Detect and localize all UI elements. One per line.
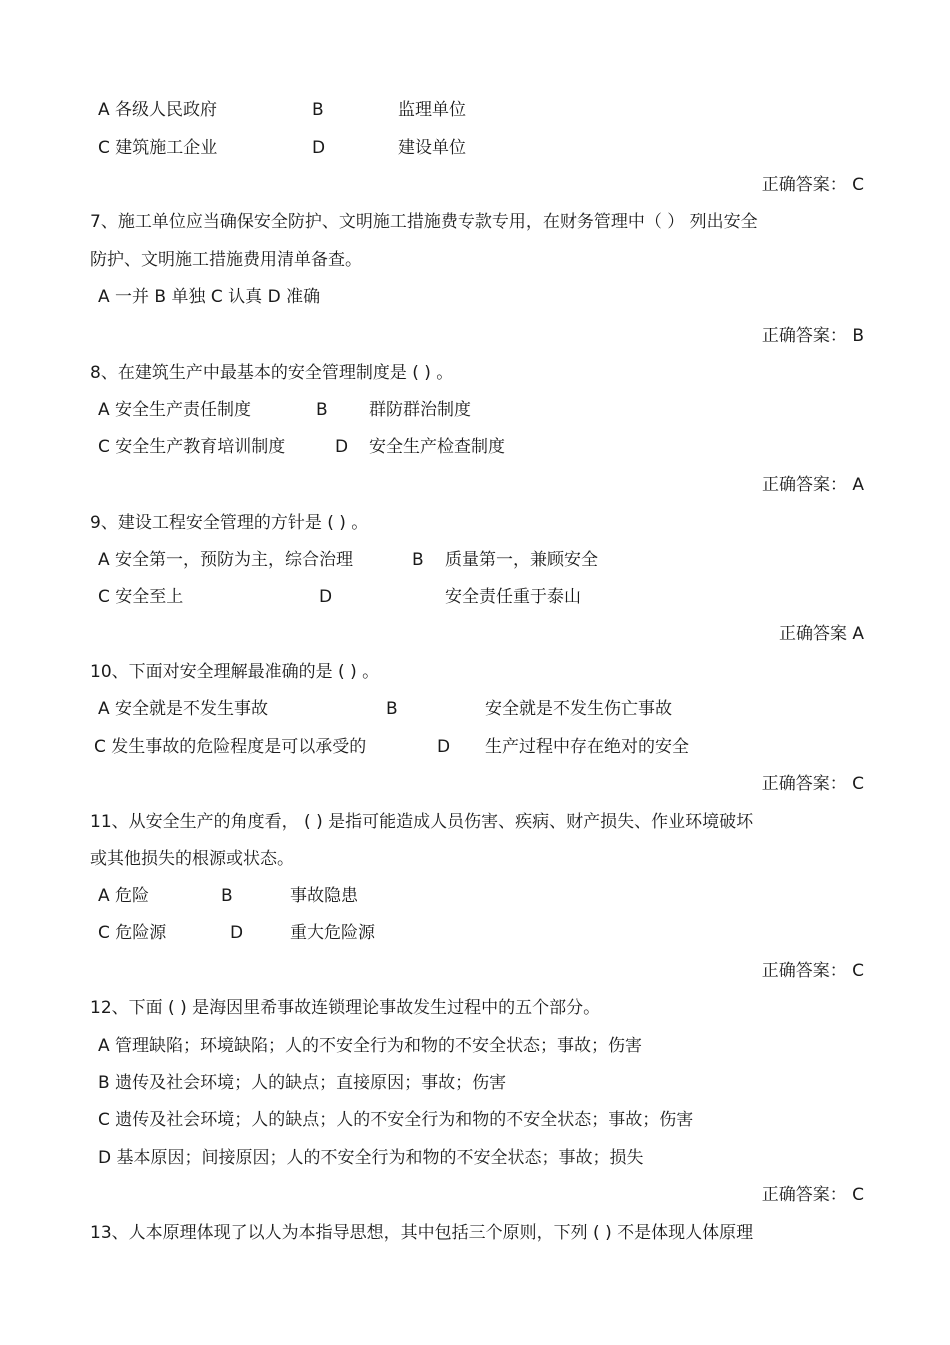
q7-answer: 正确答案： B (761, 326, 864, 346)
q8-option-d-text: 安全生产检查制度 (369, 437, 505, 457)
q9-option-c: C 安全至上 (98, 587, 184, 607)
q9-option-b-letter: B (412, 550, 424, 570)
q9-stem: 9、建设工程安全管理的方针是 ( ) 。 (90, 513, 369, 533)
q11-answer: 正确答案： C (761, 961, 864, 981)
q12-answer: 正确答案： C (761, 1185, 864, 1205)
q10-option-c: C 发生事故的危险程度是可以承受的 (94, 737, 367, 757)
q8-option-b-text: 群防群治制度 (369, 400, 471, 420)
q6-option-c: C 建筑施工企业 (98, 138, 218, 158)
q8-option-a: A 安全生产责任制度 (98, 400, 252, 420)
q10-option-b-letter: B (386, 699, 398, 719)
q6-option-a: A 各级人民政府 (98, 100, 218, 120)
q7-options: A 一并 B 单独 C 认真 D 准确 (98, 287, 321, 307)
q6-option-b-text: 监理单位 (398, 100, 466, 120)
q8-option-b-letter: B (316, 400, 328, 420)
q11-option-b-text: 事故隐患 (290, 886, 358, 906)
q10-option-d-letter: D (437, 737, 451, 757)
q11-option-d-letter: D (230, 923, 244, 943)
q12-option-d: D 基本原因；间接原因；人的不安全行为和物的不安全状态；事故；损失 (98, 1148, 644, 1168)
q9-answer: 正确答案 A (778, 624, 864, 644)
q11-option-d-text: 重大危险源 (290, 923, 375, 943)
q10-option-a: A 安全就是不发生事故 (98, 699, 269, 719)
q8-option-c: C 安全生产教育培训制度 (98, 437, 286, 457)
q10-option-b-text: 安全就是不发生伤亡事故 (485, 699, 672, 719)
q6-answer: 正确答案： C (761, 175, 864, 195)
q12-stem: 12、下面 ( ) 是海因里希事故连锁理论事故发生过程中的五个部分。 (90, 998, 601, 1018)
q11-stem-line2: 或其他损失的根源或状态。 (90, 849, 294, 869)
q8-answer: 正确答案： A (761, 475, 864, 495)
q9-option-d-text: 安全责任重于泰山 (445, 587, 581, 607)
q11-option-a: A 危险 (98, 886, 150, 906)
q9-option-d-letter: D (319, 587, 333, 607)
q10-option-d-text: 生产过程中存在绝对的安全 (485, 737, 689, 757)
q8-option-d-letter: D (335, 437, 349, 457)
q11-option-b-letter: B (221, 886, 233, 906)
q6-option-b-letter: B (312, 100, 324, 120)
q12-option-b: B 遗传及社会环境；人的缺点；直接原因；事故；伤害 (98, 1073, 507, 1093)
q7-stem-line1: 7、施工单位应当确保安全防护、文明施工措施费专款专用，在财务管理中（ ） 列出安全 (90, 212, 758, 232)
q11-stem-line1: 11、从安全生产的角度看， ( ) 是指可能造成人员伤害、疾病、财产损失、作业环境破坏 (90, 812, 754, 832)
q10-stem: 10、下面对安全理解最准确的是 ( ) 。 (90, 662, 380, 682)
q6-option-d-text: 建设单位 (398, 138, 466, 158)
q6-option-d-letter: D (312, 138, 326, 158)
q9-option-b-text: 质量第一，兼顾安全 (445, 550, 598, 570)
q13-stem: 13、人本原理体现了以人为本指导思想，其中包括三个原则，下列 ( ) 不是体现人体原理 (90, 1223, 754, 1243)
q12-option-c: C 遗传及社会环境；人的缺点；人的不安全行为和物的不安全状态；事故；伤害 (98, 1110, 694, 1130)
q9-option-a: A 安全第一，预防为主，综合治理 (98, 550, 354, 570)
q12-option-a: A 管理缺陷；环境缺陷；人的不安全行为和物的不安全状态；事故；伤害 (98, 1036, 643, 1056)
q8-stem: 8、在建筑生产中最基本的安全管理制度是 ( ) 。 (90, 363, 454, 383)
q7-stem-line2: 防护、文明施工措施费用清单备查。 (90, 250, 362, 270)
q11-option-c: C 危险源 (98, 923, 167, 943)
q10-answer: 正确答案： C (761, 774, 864, 794)
